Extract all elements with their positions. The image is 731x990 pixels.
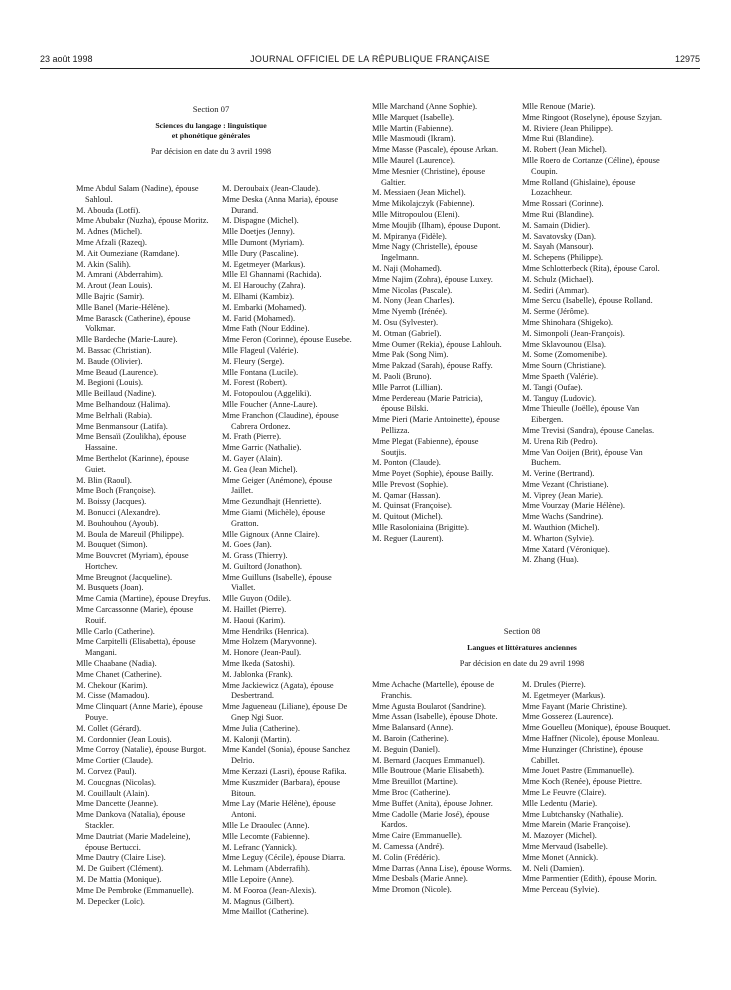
list-item: M. Boissy (Jacques). (76, 497, 147, 507)
list-item: Mme Garric (Nathalie). (222, 443, 302, 453)
list-item: M. M Fooroa (Jean-Alexis). (222, 885, 317, 895)
list-item: M. Dispagne (Michel). (222, 216, 299, 226)
list-item: Mme Jagueneau (Liliane), épouse De Gnep Ngi Suor. (222, 702, 348, 723)
list-item: Mlle Marquet (Isabelle). (372, 112, 455, 122)
page-header (40, 54, 700, 68)
list-item: Mlle Le Draoulec (Anne). (222, 821, 310, 831)
list-item: M. Robert (Jean Michel). (522, 145, 607, 155)
list-item: Mme Le Feuvre (Claire). (522, 787, 607, 797)
list-item: M. Viprey (Jean Marie). (522, 490, 603, 500)
header-date: 23 août 1998 (40, 54, 93, 64)
list-item: M. Bonucci (Alexandre). (76, 507, 161, 517)
list-item: M. Urena Rib (Pedro). (522, 436, 598, 446)
list-item: Mlle Fontana (Lucile). (222, 367, 299, 377)
list-item: M. Lefranc (Yannick). (222, 842, 297, 852)
list-item: Mme Camia (Martine), épouse Dreyfus. (76, 594, 211, 604)
list-item: M. Ait Oumeziane (Ramdane). (76, 248, 180, 258)
list-item: M. De Guibert (Clément). (76, 864, 164, 874)
list-item: Mme Agusta Boularot (Sandrine). (372, 701, 486, 711)
list-item: M. Adnes (Michel). (76, 227, 143, 237)
list-item: Mme Carcassonne (Marie), épouse Rouif. (76, 605, 194, 625)
list-item: Mme Corroy (Natalie), épouse Burgot. (76, 745, 207, 755)
list-item: Mme Chanet (Catherine). (76, 669, 162, 679)
list-item: Mme Vezant (Christiane). (522, 479, 609, 489)
list-item: M. Reguer (Laurent). (372, 533, 444, 543)
list-item: Mlle Rasoloniaina (Brigitte). (372, 523, 469, 533)
list-item: M. Schepens (Philippe). (522, 253, 603, 263)
list-item: M. Couillault (Alain). (76, 788, 150, 798)
list-item: M. Bernard (Jacques Emmanuel). (372, 755, 485, 765)
list-item: Mme Rolland (Ghislaine), épouse Lozachheur. (522, 177, 636, 198)
list-item: Mme Cortier (Claude). (76, 756, 153, 766)
list-item: M. Forest (Robert). (222, 378, 288, 388)
list-item: Mme Rui (Blandine). (522, 209, 594, 219)
list-item: Mme Clinquart (Anne Marie), épouse Pouye. (76, 702, 203, 723)
list-item: Mme Benmansour (Latifa). (76, 421, 168, 431)
list-item: M. De Mattia (Monique). (76, 875, 162, 884)
list-item: Mme Shinohara (Shigeko). (522, 317, 613, 327)
list-item: M. Quinsat (Françoise). (372, 501, 453, 511)
column-4 (522, 102, 672, 566)
list-item: M. Lehmam (Abderrafih). (222, 864, 310, 874)
list-item: Mme Dancette (Jeanne). (76, 799, 159, 809)
list-item: Mme Hunzinger (Christine), épouse Cabillet. (522, 744, 643, 765)
list-item: Mme Barasck (Catherine), épouse Volkmar. (76, 313, 191, 334)
list-item: M. Zhang (Hua). (522, 555, 579, 565)
list-item: Mme Bensaïi (Zoulikha), épouse Hassaine. (76, 432, 187, 453)
list-item: Mlle Ledentu (Marie). (522, 798, 598, 808)
list-item: Mme Spaeth (Valérie). (522, 371, 599, 381)
list-item: M. Honore (Jean-Paul). (222, 648, 302, 658)
list-item: Mme Moujib (Ilham), épouse Dupont. (372, 220, 501, 230)
section-08-title: Section 08 (503, 626, 541, 636)
list-item: Mlle Carlo (Catherine). (76, 626, 155, 636)
list-item: Mme Fath (Nour Eddine). (222, 324, 310, 334)
list-item: M. Wauthion (Michel). (522, 523, 600, 533)
list-item: Mlle Roero de Cortanze (Céline), épouse Coupin. (522, 155, 660, 176)
list-item: Mme Dautriat (Marie Madeleine), épouse Bertucci. (76, 831, 191, 852)
list-item: Mme Trevisi (Sandra), épouse Canelas. (522, 425, 655, 435)
list-item: M. Haillet (Pierre). (222, 605, 287, 615)
list-item: M. Bouhouhou (Ayoub). (76, 518, 159, 528)
column-3 (372, 102, 502, 545)
list-item: Mlle Renoue (Marie). (522, 102, 596, 111)
list-item: Mme Kerzazi (Lasri), épouse Rafika. (222, 767, 347, 777)
list-item: M. Messiaen (Jean Michel). (372, 188, 466, 198)
list-item: M. Savatovsky (Dan). (522, 231, 596, 241)
list-item: Mme Giami (Michèle), épouse Gratton. (222, 507, 326, 528)
section-07-title: Section 07 (192, 104, 230, 114)
list-item: M. Beguin (Daniel). (372, 744, 440, 754)
list-item: M. Cordonnier (Jean Louis). (76, 734, 172, 744)
list-item: Mme Koch (Renée), épouse Piettre. (522, 777, 643, 787)
list-item: M. Akin (Salih). (76, 259, 131, 269)
list-item: Mme Abubakr (Nuzha), épouse Moritz. (76, 216, 209, 226)
list-item: M. Bouquet (Simon). (76, 540, 148, 550)
list-item: Mlle Dumont (Myriam). (222, 237, 305, 247)
list-item: M. Fotopoulou (Aggeliki). (222, 389, 312, 399)
list-item: M. Qamar (Hassan). (372, 490, 441, 500)
list-item: M. Gea (Jean Michel). (222, 464, 298, 474)
section-08-heading (372, 626, 672, 670)
list-item: M. Coucgnas (Nicolas). (76, 777, 157, 787)
list-item: Mme Holzem (Maryvonne). (222, 637, 317, 647)
list-item: M. Neli (Damien). (522, 863, 585, 873)
list-item: Mme Plegat (Fabienne), épouse Soutjis. (372, 436, 479, 457)
list-item: Mme Jackiewicz (Agata), épouse Desbertrand. (222, 680, 334, 701)
list-item: M. Gayer (Alain). (222, 453, 283, 463)
section-08-subject: Langues et littératures anciennes (467, 642, 577, 652)
list-item: Mme Geiger (Anémone), épouse Jaillet. (222, 475, 333, 496)
list-item: M. Naji (Mohamed). (372, 263, 442, 273)
list-item: Mme Breugnot (Jacqueline). (76, 572, 173, 582)
list-item: Mme Julia (Catherine). (222, 723, 300, 733)
list-item: M. Camessa (André). (372, 841, 445, 851)
list-item: M. Busquets (Joan). (76, 583, 144, 593)
list-item: Mme Perdereau (Marie Patricia), épouse Bilski. (372, 393, 483, 414)
list-item: M. Wharton (Sylvie). (522, 533, 594, 543)
section-07-subject-2: et phonétique générales (171, 130, 251, 140)
list-item: Mme Dautry (Claire Lise). (76, 853, 166, 863)
list-item: Mlle Mitropoulou (Eleni). (372, 209, 460, 219)
list-item: Mme Hendriks (Henrica). (222, 626, 309, 636)
list-item: M. Cisse (Mamadou). (76, 691, 150, 701)
list-item: M. Ponton (Claude). (372, 458, 441, 468)
list-item: M. Farid (Mohamed). (222, 313, 296, 323)
list-item: M. Sediri (Ammar). (522, 285, 589, 295)
list-item: Mlle Banel (Marie-Hélène). (76, 302, 170, 312)
list-item: M. Colin (Frédéric). (372, 852, 440, 862)
list-item: Mme Ringoot (Roselyne), épouse Szyjan. (522, 112, 663, 122)
list-item: M. Sayah (Mansour). (522, 242, 594, 252)
list-item: Mme Kuszmider (Barbara), épouse Bitoun. (222, 777, 341, 798)
list-item: M. Mazoyer (Michel). (522, 831, 597, 841)
list-item: Mme Lay (Marie Hélène), épouse Antoni. (222, 799, 336, 820)
list-item: Mme Dromon (Nicole). (372, 885, 452, 895)
list-item: Mme Rossari (Corinne). (522, 199, 604, 209)
list-item: Mme Boch (Françoise). (76, 486, 156, 496)
list-item: Mme Belhandouz (Halima). (76, 399, 171, 409)
list-item: Mme Najim (Zohra), épouse Luxey. (372, 274, 493, 284)
list-item: M. Boula de Mareuil (Philippe). (76, 529, 184, 539)
list-item: Mme Sklavounou (Elsa). (522, 339, 606, 349)
list-item: Mme Caire (Emmanuelle). (372, 831, 462, 841)
list-item: Mme Achache (Martelle), épouse de Franchis. (372, 680, 495, 700)
list-item: Mlle El Ghannami (Rachida). (222, 270, 322, 280)
list-item: Mme Van Ooijen (Brit), épouse Van Buchem. (522, 447, 643, 468)
list-item: Mlle Beillaud (Nadine). (76, 389, 157, 399)
list-item: M. Schulz (Michael). (522, 274, 594, 284)
list-item: M. Magnus (Gilbert). (222, 896, 295, 906)
list-item: M. Deroubaix (Jean-Claude). (222, 184, 321, 193)
list-item: Mlle Bardeche (Marie-Laure). (76, 335, 178, 345)
list-item: M. Quitout (Michel). (372, 512, 443, 522)
list-item: Mlle Lecomte (Fabienne). (222, 831, 310, 841)
list-item: Mlle Bajric (Samir). (76, 291, 145, 301)
list-item: Mme Ikeda (Satoshi). (222, 659, 295, 669)
list-item: Mme Cadolle (Marie José), épouse Kardos. (372, 809, 490, 830)
column-2 (222, 184, 352, 918)
list-item: Mme Fayant (Marie Christine). (522, 701, 628, 711)
list-item: M. Baroin (Catherine). (372, 733, 449, 743)
list-item: Mme Lubtchansky (Nathalie). (522, 809, 624, 819)
section-07-decision: Par décision en date du 3 avril 1998 (150, 146, 272, 156)
list-item: Mme Schlotterbeck (Rita), épouse Carol. (522, 263, 660, 273)
list-item: Mme Monet (Annick). (522, 852, 599, 862)
list-item: M. Kalonji (Martin). (222, 734, 292, 744)
list-item: M. Chekour (Karim). (76, 680, 148, 690)
list-item: Mlle Foucher (Anne-Laure). (222, 399, 318, 409)
list-item: M. Serme (Jérôme). (522, 307, 589, 317)
list-item: M. Mpiranya (Fidèle). (372, 231, 447, 241)
list-item: M. Collet (Gérard). (76, 723, 142, 733)
list-item: M. Frath (Pierre). (222, 432, 282, 442)
list-item: Mme Guilluns (Isabelle), épouse Viallet. (222, 572, 332, 593)
list-item: Mme Masse (Pascale), épouse Arkan. (372, 145, 499, 155)
list-item: M. Bassac (Christian). (76, 345, 152, 355)
list-item: M. Egetmeyer (Markus). (222, 259, 306, 269)
list-item: M. Amrani (Abderrahim). (76, 270, 163, 280)
list-item: Mlle Boutroue (Marie Elisabeth). (372, 766, 485, 776)
list-item: Mme Wachs (Sandrine). (522, 512, 604, 522)
list-item: Mme Vourzay (Marie Hélène). (522, 501, 625, 511)
list-item: Mlle Parrot (Lillian). (372, 382, 443, 392)
page-number: 12975 (674, 54, 700, 64)
list-item: M. Some (Zomomenibe). (522, 350, 608, 360)
list-item: Mme Pak (Song Nim). (372, 350, 449, 360)
list-item: Mme Nyemb (Irénée). (372, 307, 448, 317)
list-item: M. Corvez (Paul). (76, 767, 137, 777)
column-1 (76, 184, 211, 907)
list-item: Mme Assan (Isabelle), épouse Dhote. (372, 712, 498, 722)
list-item: M. Embarki (Mohamed). (222, 302, 307, 312)
list-item: Mme Dankova (Natalia), épouse Stackler. (76, 810, 186, 831)
list-item: Mme Sercu (Isabelle), épouse Rolland. (522, 296, 653, 306)
list-item: M. Drules (Pierre). (522, 680, 586, 689)
list-item: Mme Maillot (Catherine). (222, 907, 309, 917)
list-item: M. El Harouchy (Zahra). (222, 281, 306, 291)
list-item: Mlle Maurel (Laurence). (372, 155, 456, 165)
list-item: Mme Sourn (Christiane). (522, 361, 606, 371)
list-item: M. Samain (Didier). (522, 220, 590, 230)
list-item: Mme Pakzad (Sarah), épouse Raffy. (372, 361, 493, 371)
list-item: M. Tangi (Oufae). (522, 382, 583, 392)
section-07-heading (76, 104, 346, 158)
list-item: Mme Franchon (Claudine), épouse Cabrera Ordonez. (222, 410, 339, 431)
column-3-section-08 (372, 680, 512, 896)
list-item: Mme Carpitelli (Elisabetta), épouse Mangani. (76, 637, 196, 658)
list-item: Mlle Dury (Pascaline). (222, 248, 299, 258)
list-item: Mme Nicolas (Pascale). (372, 285, 453, 295)
list-item: Mme Mesnier (Christine), épouse Galtier. (372, 166, 486, 187)
list-item: Mlle Chaabane (Nadia). (76, 659, 157, 669)
list-item: Mme Nagy (Christelle), épouse Ingelmann. (372, 242, 478, 263)
list-item: Mme Darras (Anna Lise), épouse Worms. (372, 863, 512, 873)
list-item: M. Arout (Jean Louis). (76, 281, 153, 291)
list-item: M. Guiltord (Jonathon). (222, 561, 303, 571)
list-item: Mme Jouet Pastre (Emmanuelle). (522, 766, 635, 776)
list-item: Mme Thieulle (Joëlle), épouse Van Eibergen. (522, 404, 640, 425)
list-item: Mlle Lepoire (Anne). (222, 875, 294, 884)
list-item: Mme Berthelot (Karinne), épouse Guiet. (76, 453, 190, 474)
list-item: Mme Poyet (Sophie), épouse Bailly. (372, 469, 494, 479)
list-item: Mme Gosserez (Laurence). (522, 712, 614, 722)
list-item: Mme Haffner (Nicole), épouse Monleau. (522, 733, 660, 743)
list-item: Mlle Prevost (Sophie). (372, 479, 449, 489)
list-item: Mme Xatard (Véronique). (522, 544, 610, 554)
list-item: Mlle Gignoux (Anne Claire). (222, 529, 320, 539)
journal-title: JOURNAL OFFICIEL DE LA RÉPUBLIQUE FRANÇAISE (250, 54, 490, 64)
list-item: M. Begioni (Louis). (76, 378, 143, 388)
list-item: Mme Parmentier (Edith), épouse Morin. (522, 874, 657, 884)
list-item: Mme De Pembroke (Emmanuelle). (76, 885, 194, 895)
list-item: M. Egetmeyer (Markus). (522, 690, 606, 700)
list-item: Mme Marein (Marie Françoise). (522, 820, 631, 830)
list-item: M. Elhami (Kambiz). (222, 291, 295, 301)
section-07-subject-1: Sciences du langage : linguistique (155, 120, 267, 130)
list-item: Mme Abdul Salam (Nadine), épouse Sahloul. (76, 184, 199, 204)
list-item: Mme Gouelleu (Monique), épouse Bouquet. (522, 723, 671, 733)
list-item: Mme Feron (Corinne), épouse Eusebe. (222, 335, 352, 345)
list-item: Mme Mikolajczyk (Fabienne). (372, 199, 475, 209)
list-item: M. Haoui (Karim). (222, 615, 286, 625)
list-item: Mlle Marchand (Anne Sophie). (372, 102, 478, 111)
list-item: M. Baude (Olivier). (76, 356, 143, 366)
list-item: M. Fleury (Serge). (222, 356, 285, 366)
list-item: Mme Leguy (Cécile), épouse Diarra. (222, 853, 346, 863)
list-item: Mme Desbals (Marie Anne). (372, 874, 468, 884)
list-item: Mme Breuillot (Martine). (372, 777, 458, 787)
header-rule (40, 68, 700, 69)
list-item: Mme Buffet (Anita), épouse Johner. (372, 798, 493, 808)
list-item: Mme Afzali (Razeq). (76, 237, 147, 247)
list-item: Mlle Guyon (Odile). (222, 594, 292, 604)
list-item: Mme Balansard (Anne). (372, 723, 454, 733)
list-item: M. Abouda (Lotfi). (76, 205, 141, 215)
list-item: Mlle Martin (Fabienne). (372, 123, 454, 133)
list-item: Mlle Doetjes (Jenny). (222, 227, 295, 237)
list-item: Mme Belrhali (Rabia). (76, 410, 153, 420)
list-item: Mme Rui (Blandine). (522, 134, 594, 144)
list-item: Mme Oumer (Rekia), épouse Lahlouh. (372, 339, 502, 349)
section-08-decision: Par décision en date du 29 avril 1998 (459, 658, 585, 668)
list-item: Mme Perceau (Sylvie). (522, 885, 600, 895)
list-item: M. Riviere (Jean Philippe). (522, 123, 613, 133)
list-item: Mme Broc (Catherine). (372, 787, 451, 797)
list-item: M. Jablonka (Frank). (222, 669, 293, 679)
list-item: M. Simonpoli (Jean-François). (522, 328, 625, 338)
column-4-section-08 (522, 680, 672, 896)
list-item: Mme Pieri (Marie Antoinette), épouse Pellizza. (372, 415, 500, 435)
list-item: M. Verine (Bertrand). (522, 469, 595, 479)
list-item: M. Depecker (Loïc). (76, 896, 145, 906)
list-item: Mme Gezundhajt (Henriette). (222, 497, 322, 507)
list-item: M. Blin (Raoul). (76, 475, 132, 485)
list-item: M. Osu (Sylvester). (372, 317, 439, 327)
list-item: M. Tanguy (Ludovic). (522, 393, 597, 403)
list-item: M. Goes (Jan). (222, 540, 272, 550)
list-item: Mme Bouvcret (Myriam), épouse Hortchev. (76, 551, 189, 571)
list-item: Mme Mervaud (Isabelle). (522, 841, 608, 851)
list-item: M. Otman (Gabriel). (372, 328, 442, 338)
list-item: Mlle Masmoudi (Ikram). (372, 134, 456, 144)
list-item: M. Grass (Thierry). (222, 551, 288, 561)
list-item: M. Paoli (Bruno). (372, 371, 432, 381)
list-item: Mme Deska (Anna Maria), épouse Durand. (222, 194, 339, 215)
list-item: M. Nony (Jean Charles). (372, 296, 455, 306)
list-item: Mlle Flageul (Valérie). (222, 345, 299, 355)
list-item: Mme Kandel (Sonia), épouse Sanchez Delrio. (222, 745, 351, 766)
list-item: Mme Beaud (Laurence). (76, 367, 159, 377)
